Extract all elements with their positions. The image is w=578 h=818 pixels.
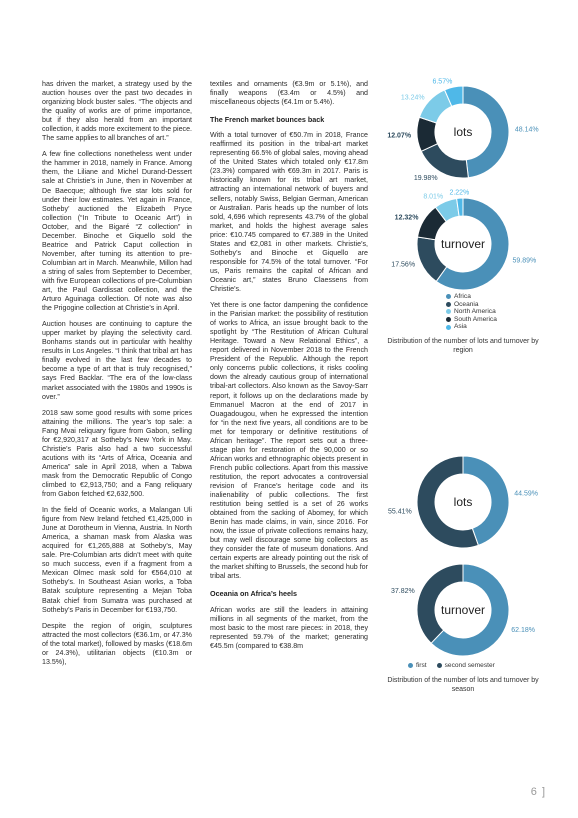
legend-swatch (446, 325, 451, 330)
paragraph: 2018 saw some good results with some prices attaining the millions. The year’s top sale: a Fang Mvai reliquary figure from Gabon, selling for €2,920,317 at Sotheby’s New York in May. Christie’s Paris also had a two successful acutions with its “Arts of Africa, Oceania and America” sale in April 2018, when a Tabwa mask from the Democratic Republic of Congo climbed to €2,913,750; and a Fang reliquary from Gabon fetched €2,632,500. (42, 408, 192, 499)
slice-value-label: 62.18% (511, 626, 535, 634)
page-number: 6 ] (530, 786, 546, 798)
legend-region (446, 293, 497, 331)
slice-value-label: 59.89% (512, 257, 537, 265)
legend-item-asia (446, 323, 497, 331)
slice-value-label: 8.01% (423, 193, 444, 201)
slice-value-label: 44.59% (514, 490, 539, 498)
section-heading: The French market bounces back (210, 115, 325, 125)
legend-label: North America (454, 308, 496, 316)
charts-column (378, 60, 548, 700)
donut-chart-lots-season (378, 440, 548, 562)
donut-center-label: lots (453, 125, 473, 139)
chart-caption-season: Distribution of the number of lots and turnover by season (387, 677, 539, 693)
legend-label: second semester (444, 662, 495, 669)
legend-swatch (437, 663, 442, 668)
slice-value-label: 12.07% (387, 132, 412, 140)
slice-value-label: 13.24% (400, 94, 425, 102)
slice-value-label: 19.98% (413, 174, 438, 182)
donut-slice-oceania (421, 144, 468, 178)
slice-value-label: 2.22% (449, 189, 470, 197)
legend-swatch (408, 663, 413, 668)
paragraph: In the field of Oceanic works, a Malangan Uli figure from New Ireland fetched €1,425,000 in June at Dorotheum in Vienna, Austria. In North America, a shaman mask from Alaska was acquired for €1,265,888 at Sotheby’s, May sale. Pre-Columbian arts didn’t meet with quite so much success, even if a fragment from a Mexican Olmec mask sold for €564,010 at Sotheby’s. In Southeast Asian works, a Toba Batak sculpture representing a Mejan Toba Batak chief from Sumatra was purchased at Sotheby’s Paris in December for €193,750. (42, 506, 192, 614)
slice-value-label: 12.32% (394, 214, 419, 222)
text-column-left (42, 80, 192, 674)
chart-caption-region: Distribution of the number of lots and turnover by region (387, 338, 539, 354)
paragraph: has driven the market, a strategy used by the auction houses over the past two decades in organizing block buster sales. “The objects and the quality of works are of prime importance, but if they also herald from an important collection, it adds more excitement to the piece. The same applies to all branches of art.” (42, 80, 192, 143)
legend-label: Africa (454, 293, 471, 300)
slice-value-label: 55.41% (387, 508, 412, 516)
legend-label: Asia (454, 323, 467, 331)
paragraph: African works are still the leaders in attaining millions in all segments of the market, from the most basic to the most rare pieces: in 2018, they represented 59.7% of the market; generating €45.5m (compared to €38.8m (210, 605, 368, 650)
slice-value-label: 17.56% (391, 261, 416, 269)
legend-item-second-semester (437, 662, 495, 670)
paragraph: textiles and ornaments (€3.9m or 5.1%), and finally weapons (€3.4m or 4.5%) and miscellaneous objects (€4.1m or 5.4%). (210, 80, 368, 107)
paragraph: Auction houses are continuing to capture the upper market by playing the selectivity card. Bonhams stands out in particular with healthy results in Los Angeles. “I think that tribal art has finally evolved in the last few decades to become a type of art that is truly recognised,” says Fred Backlar. “The era of the low-class market associated with the 1980s and 1990s is over.” (42, 320, 192, 401)
legend-label: Oceania (454, 300, 479, 308)
text-column-middle (210, 80, 368, 658)
slice-value-label: 37.82% (391, 588, 415, 596)
legend-item-south-america (446, 316, 497, 324)
legend-season (408, 662, 495, 670)
legend-label: South America (454, 315, 497, 323)
donut-center-label: turnover (440, 603, 486, 617)
donut-chart-turnover-region (378, 182, 548, 304)
legend-item-oceania (446, 301, 497, 309)
section-heading: Oceania on Africa’s heels (210, 589, 297, 599)
legend-swatch (446, 302, 451, 307)
legend-swatch (446, 294, 451, 299)
slice-value-label: 6.57% (432, 78, 453, 86)
paragraph: Despite the region of origin, sculptures attracted the most collectors (€36.1m, or 47.3% of the total market), followed by masks (€18.6m or 24.3%), utilitarian objects (€10.3m or 13.5%), (42, 621, 192, 666)
legend-item-first (408, 662, 427, 670)
paragraph: A few fine collections nonetheless went under the hammer in 2018, namely in France. Among them, the Liliane and Michel Durand-Dessert sale at Christie’s in June, then in November at De Baecque; although five star lots sold for under their low estimates. Yet again in France, Sotheby’ auctioned the Elizabeth Pryce collection (“In Tribute to Oceanic Art”) in October, and the Bigaré “Z collection” in December. Binoche et Giquello sold the Beatrice and Patrick Caput collection in November, after turning its attention to pre-Columbian art in March. Meanwhile, Millon had a string of sales from September to December, with five European collections of pre-Columbian art, the Paul Gardissat collection, and the Arturo Aguinaga collection. Of note was also the Prigogine collection at Christie’s in April. (42, 150, 192, 313)
donut-center-label: lots (453, 495, 473, 509)
legend-item-africa (446, 293, 497, 301)
donut-center-label: turnover (440, 237, 486, 251)
donut-chart-turnover-season (378, 548, 548, 670)
paragraph: Yet there is one factor dampening the confidence in the Parisian market: the possibility of restitution of works to Africa, an issue brought back to the spotlight by “The Restitution of African Cultural Heritage. Toward a New Relational Ethics”, a report delivered in November 2018 to the French President of the Republic. Although the report only concerns public collections, it risks cooling down the already cautious group of international tribal-art collectors. Also known as the Savoy-Sarr report, it follows up on the declarations made by Emmanuel Macron at the end of 2017 in Ouagadougou, when he expressed the intention for “in the next five years, all conditions are to be met for temporary or definitive restitutions of African heritage”. The report sets out a three-stage plan for restoration of the 90,000 or so African works and ethnographic objects present in French public collections. Apart from this massive restitution, the report advocates a controversial revision of France’s heritage code and its inalienability of public collections. The first restitution being settled is a set of 26 works obtained from the sacking of Abomey, for which Benin has made claims, in vain, since 2016. For now, the issue of private collections remains hazy, but may well discourage some big collectors as they consider the fate of museum donations. And certain experts are already pointing out the risk of the market shifting to Brussels, the second hub for tribal arts. (210, 301, 368, 581)
legend-swatch (446, 309, 451, 314)
legend-item-north-america (446, 308, 497, 316)
donut-chart-lots-region (378, 70, 548, 192)
paragraph: With a total turnover of €50.7m in 2018, France reaffirmed its position in the tribal-art market representing 66.5% of global sales, moving ahead of the United States which totaled only €17.8m (23.3%) compared with €69.3m in 2017. Paris is historically known for its tribal art market, attracting an international network of buyers and sellers, notably Swiss, Belgian German, American or Australian. Paris heads up the number of lots sold, 4,696 which represents 43.7% of the global market, and holds the highest average sales price: €10.745 compared to €7.389 in the United States and €2,081 in other markets. Christie’s, Sotheby’s and Binoche et Giquello are responsible for 74.5% of the total turnover. “For us, Paris remains the capital of African and Oceanic art,” states Bruno Claessens from Christie’s. (210, 131, 368, 293)
slice-value-label: 48.14% (514, 126, 539, 134)
legend-swatch (446, 317, 451, 322)
legend-label: first (416, 662, 427, 669)
